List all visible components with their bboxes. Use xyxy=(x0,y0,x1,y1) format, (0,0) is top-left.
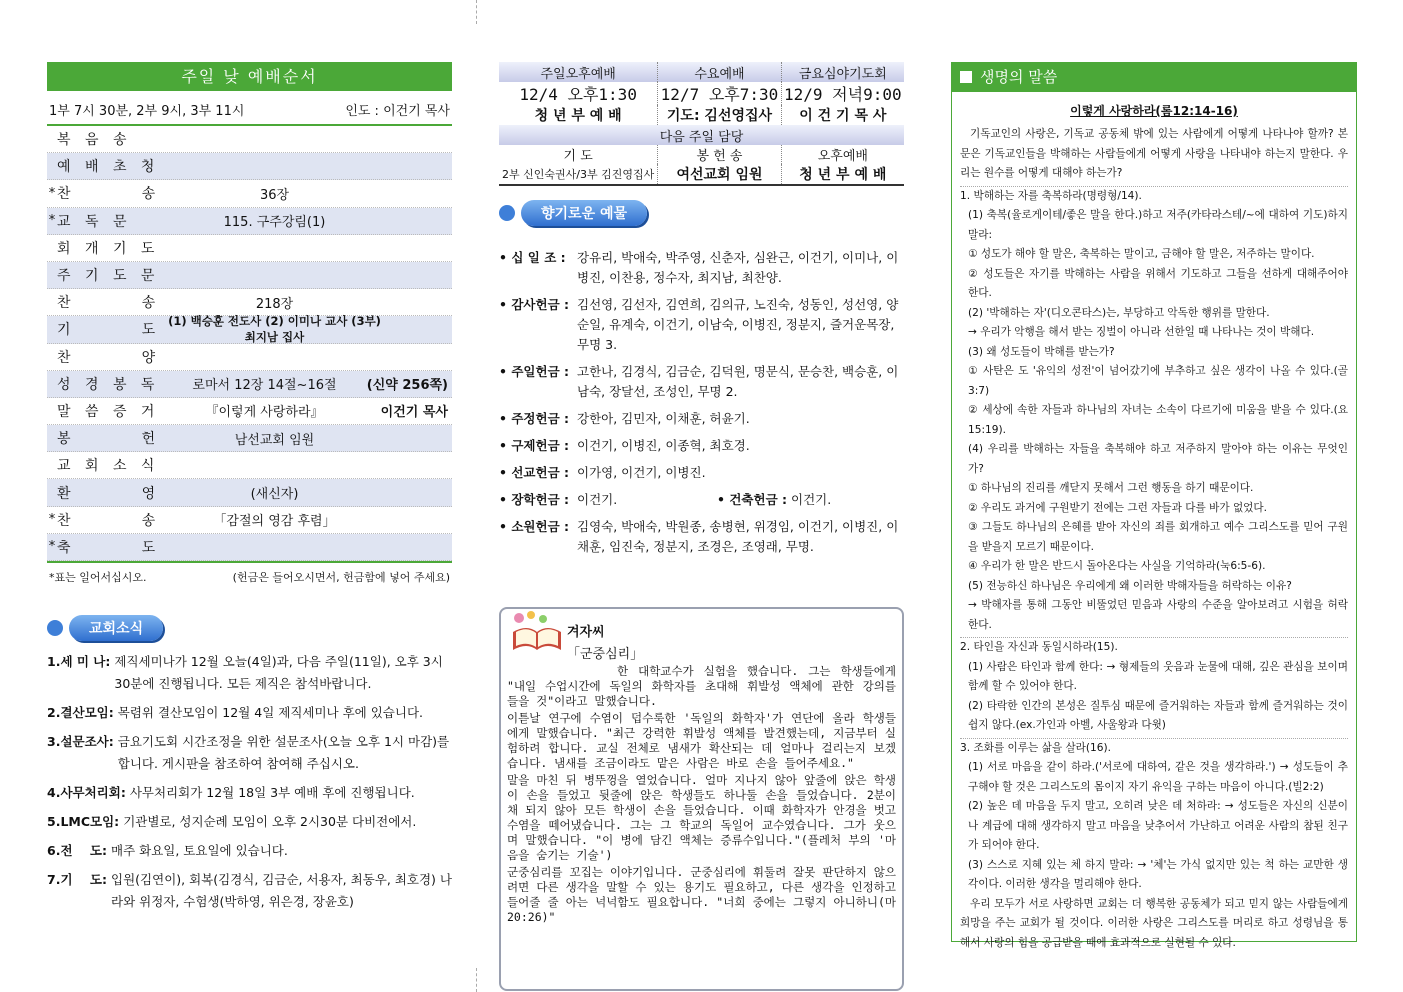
order-label: 성 경 봉 독 xyxy=(57,376,160,393)
offering-key: • 십 일 조 : xyxy=(499,250,566,265)
news-item xyxy=(47,840,452,862)
sermon-line: 3. 조화를 이루는 삶을 살라(16). xyxy=(960,738,1348,759)
sermon-line: ④ 우리가 한 말은 반드시 돌아온다는 사실을 기억하라(눅6:5-6). xyxy=(968,560,1266,572)
next-value: 청 년 부 예 배 xyxy=(781,164,904,185)
offering-value: 이가영, 이건기, 이병진. xyxy=(577,465,706,480)
mustard-paragraph: 한 대학교수가 실험을 했습니다. 그는 학생들에게 "내일 수업시간에 독일의 화학자를 초대해 휘발성 액체에 관한 강의를 들을 것"이라고 말했습니다. xyxy=(507,664,896,708)
order-row xyxy=(47,507,452,534)
schedule-column xyxy=(499,62,904,924)
next-value: 여선교회 임원 xyxy=(658,164,781,185)
order-row xyxy=(47,289,452,316)
open-book-icon xyxy=(507,610,567,654)
offering-value: 고한나, 김경식, 김금순, 김덕원, 명문식, 문승찬, 백승훈, 이남숙, 장달선, 조성인, 무명 2. xyxy=(577,364,899,399)
order-row xyxy=(47,153,452,180)
news-item xyxy=(47,702,452,724)
sermon-line: 기독교인의 사랑은, 기독교 공동체 밖에 있는 사람에게 어떻게 나타나야 할까? 본문은 기독교인들을 박해하는 사람들에게 어떻게 사랑을 나타내야 하는지 말한다. 우리는 원수를 어떻게 대해야 하는가? xyxy=(960,128,1348,179)
order-content: 「감절의 영감 후렴」 xyxy=(213,514,336,530)
sermon-header xyxy=(952,63,1356,92)
schedule-leader: 기도: 김선영집사 xyxy=(658,105,781,125)
offering-key: • 선교헌금 : xyxy=(499,465,569,480)
next-week-title: 다음 주일 담당 xyxy=(499,125,904,145)
offering-key: • 감사헌금 : xyxy=(499,297,569,312)
order-row xyxy=(47,371,452,398)
order-label: 축 도 xyxy=(57,539,161,556)
sermon-line: (3) 스스로 지혜 있는 체 하지 말라: → '체'는 가식 없지만 있는 척 하는 교만한 생각이다. 이러한 생각을 멀리해야 한다. xyxy=(968,858,1348,890)
sermon-line: 1. 박해하는 자를 축복하라(명령형/14). xyxy=(960,186,1348,207)
order-content: 『이렇게 사랑하라』 xyxy=(205,405,324,421)
news-key: 6.전 도: xyxy=(47,843,108,858)
offering-value: 이건기. xyxy=(577,492,618,507)
service-times xyxy=(47,91,452,126)
fold-mark-top xyxy=(476,0,477,24)
news-key: 5.LMC모임: xyxy=(47,814,120,829)
mustard-paragraph: 말을 마친 뒤 병뚜껑을 열었습니다. 얼마 지나지 않아 앞줄에 앉은 학생이 손을 들었고 뒷줄에 앉은 학생들도 하나둘 손을 들었습니다. 2분이 채 되지 않아 모든 학생이 손을 들었습니다. 이때 화학자가 안경을 벗고 수염을 떼어냈습니다. 그는 그 학교의 독일어 교수였습니다. 그가 웃으며 말했습니다. "이 병에 담긴 액체는 증류수입니다."(플레처 부의 '마음을 숨기는 기술') xyxy=(507,773,896,862)
sermon-line: ② 세상에 속한 자들과 하나님의 자녀는 소속이 다르기에 미움을 받을 수 있다.(요15:19). xyxy=(968,404,1348,436)
news-title: 교회소식 xyxy=(69,615,163,641)
fold-mark-bottom xyxy=(476,968,477,992)
order-label: 회 개 기 도 xyxy=(57,240,160,257)
news-value: 기관별로, 성지순례 모임이 오후 2시30분 다비전에서. xyxy=(123,814,417,829)
footnote-left: *표는 일어서십시오. xyxy=(49,571,147,584)
sermon-line: (1) 서로 마음을 같이 하라.('서로에 대하여, 같은 것을 생각하라.') → 성도들이 추구해야 할 것은 그리스도의 몸이지 자기 유익을 구하는 마음이 아니다.(빌2:2) xyxy=(968,761,1348,793)
order-row xyxy=(47,425,452,452)
order-content: 218장 xyxy=(255,296,294,312)
order-label: 예 배 초 청 xyxy=(57,159,160,176)
worship-order-list xyxy=(47,126,452,561)
order-label: 환 영 xyxy=(57,485,161,502)
offering-key: • 소원헌금 : xyxy=(499,519,569,534)
order-star: * xyxy=(48,213,56,229)
news-heading xyxy=(47,615,452,641)
offering-key: • 장학헌금 : xyxy=(499,492,569,507)
offering-item xyxy=(499,409,904,429)
sermon-line: (1) 사람은 타인과 함께 한다: → 형제들의 웃음과 눈물에 대해, 깊은 관심을 보이며 함께 할 수 있어야 한다. xyxy=(968,660,1348,692)
order-right: (신약 256쪽) xyxy=(366,378,448,394)
sermon-line: (1) 축복(율로게이테/좋은 말을 한다.)하고 저주(카타라스테/~에 대하여 기도)하지 말라: xyxy=(968,209,1348,241)
sermon-line: ① 하나님의 진리를 깨닫지 못해서 그런 행동을 하기 때문이다. xyxy=(968,482,1254,494)
sermon-line: → 우리가 악행을 해서 받는 징벌이 아니라 선한일 때 나타나는 것이 박해다. xyxy=(968,326,1315,338)
order-row xyxy=(47,262,452,289)
order-content: 115. 구주강림(1) xyxy=(223,215,326,231)
news-item xyxy=(47,782,452,804)
mustard-paragraph: 이튿날 연구에 수염이 덥수룩한 '독일의 화학자'가 연단에 올라 학생들에게 말했습니다. "최근 강력한 휘발성 액체를 발견했는데, 지금부터 실험하려 합니다. 교실 전체로 냄새가 확산되는 데 얼마나 걸리는지 보겠습니다. 냄새를 조금이라도 맡은 사람은 바로 손을 들어주세요." xyxy=(507,711,896,770)
sermon-line: 2. 타인을 자신과 동일시하라(15). xyxy=(960,637,1348,658)
schedule-header: 수요예배 xyxy=(658,62,781,82)
news-item xyxy=(47,811,452,833)
order-row xyxy=(47,452,452,479)
order-label: 찬 송 xyxy=(57,295,161,312)
order-label: 찬 송 xyxy=(57,186,161,203)
sermon-line: (4) 우리를 박해하는 자들을 축복해야 하고 저주하지 말아야 하는 이유는 무엇인가? xyxy=(968,443,1348,475)
schedule-leader: 이 건 기 목 사 xyxy=(781,105,904,125)
order-row xyxy=(47,344,452,371)
schedule-header: 금요심야기도회 xyxy=(781,62,904,82)
order-row xyxy=(47,398,452,425)
offering-item xyxy=(499,490,904,510)
news-key: 1.세 미 나: xyxy=(47,654,111,669)
offering-value: 강유리, 박애숙, 박주영, 신춘자, 심완근, 이건기, 이미나, 이병진, 이찬용, 정수자, 최지남, 최찬양. xyxy=(577,250,899,285)
mustard-seed-box xyxy=(499,607,904,991)
worship-order-column xyxy=(47,62,452,920)
order-content: 36장 xyxy=(259,187,290,203)
sermon-body xyxy=(952,119,1356,959)
bullet-dot-icon xyxy=(499,205,515,221)
order-star: * xyxy=(48,539,56,555)
sermon-line: ② 성도들은 자기를 박해하는 사람을 위해서 기도하고 그들을 선하게 대해주어야 한다. xyxy=(968,267,1348,299)
news-item xyxy=(47,651,452,695)
next-value: 2부 신인숙권사/3부 김진영집사 xyxy=(499,164,658,185)
bullet-dot-icon xyxy=(47,620,63,636)
mustard-header xyxy=(507,617,896,647)
order-label: 말 씀 증 거 xyxy=(57,403,160,420)
schedule-leader: 청 년 부 예 배 xyxy=(534,108,622,124)
mustard-label: 겨자씨 xyxy=(567,624,605,640)
sermon-line: ① 사탄은 도 '유익의 성전'이 넘어갔기에 부추하고 싶은 생각이 나올 수 있다.(골3:7) xyxy=(968,365,1348,397)
times-text: 1부 7시 30분, 2부 9시, 3부 11시 xyxy=(49,104,245,119)
order-label: 봉 헌 xyxy=(57,431,161,448)
news-value: 사무처리회가 12월 18일 3부 예배 후에 진행됩니다. xyxy=(129,785,415,800)
order-row xyxy=(47,235,452,262)
schedule-table xyxy=(499,62,904,186)
order-content: (새신자) xyxy=(250,487,299,503)
news-value: 금요기도회 시간조정을 위한 설문조사(오늘 오후 1시 마감)를 합니다. 게시판을 참조하여 참여해 주십시오. xyxy=(117,734,450,771)
order-label: 복 음 송 xyxy=(57,132,132,149)
news-key: 7.기 도: xyxy=(47,872,108,887)
order-footnote xyxy=(47,563,452,591)
order-row xyxy=(47,208,452,235)
sermon-column xyxy=(951,62,1357,949)
offering-key: • 주정헌금 : xyxy=(499,411,569,426)
news-list xyxy=(47,651,452,913)
sermon-line: (2) 높은 데 마음을 두지 말고, 오히려 낮은 데 처하라: → 성도들은 자신의 신분이나 계급에 대해 생각하지 말고 마음을 낮추어서 가난하고 어려운 사람의 참된 친구가 되어야 한다. xyxy=(968,800,1348,851)
offering-value: 강한아, 김민자, 이채훈, 허윤기. xyxy=(577,411,750,426)
worship-order-title: 주일 낮 예배순서 xyxy=(47,62,452,91)
order-label: 교 회 소 식 xyxy=(57,458,160,475)
offering-value: 김선영, 김선자, 김연희, 김의규, 노진숙, 성동인, 성선영, 양순일, 유계숙, 이건기, 이남숙, 이병진, 정분지, 즐거운목장, 무명 3. xyxy=(577,297,899,352)
sermon-line: (2) '박해하는 자'(디오콘타스)는, 부당하고 악독한 행위를 말한다. xyxy=(968,306,1270,319)
order-content: (1) 백승훈 전도사 (2) 이미나 교사 (3부) 최지남 집사 xyxy=(168,314,381,345)
order-label: 교 독 문 xyxy=(57,213,132,230)
leader-text: 인도 : 이건기 목사 xyxy=(345,104,450,119)
order-label: 찬 송 xyxy=(57,512,161,529)
order-right: 이건기 목사 xyxy=(380,405,448,421)
news-value: 목렴위 결산모임이 12월 4일 제직세미나 후에 있습니다. xyxy=(117,705,423,720)
sermon-header-text: 생명의 말씀 xyxy=(980,68,1058,86)
schedule-time: 12/7 오후7:30 xyxy=(658,82,781,105)
order-star: * xyxy=(48,512,56,528)
order-row xyxy=(47,180,452,207)
schedule-time: 12/9 저녁9:00 xyxy=(781,82,904,105)
sermon-line: ② 우리도 과거에 구원받기 전에는 그런 자들과 다를 바가 없었다. xyxy=(968,501,1268,514)
order-label: 기 도 xyxy=(57,322,161,339)
schedule-time: 12/4 오후1:30 xyxy=(519,85,637,104)
offering-item xyxy=(499,436,904,456)
next-header: 봉 헌 송 xyxy=(658,145,781,164)
building-offering-key: • 건축헌금 : xyxy=(717,492,787,507)
news-value: 제직세미나가 12월 오늘(4일)과, 다음 주일(11일), 오후 3시 30분에 진행됩니다. 모든 제직은 참석바랍니다. xyxy=(114,654,443,691)
sermon-line: ① 성도가 해야 할 말은, 축복하는 말이고, 금해야 할 말은, 저주하는 말이다. xyxy=(968,248,1315,260)
offering-value: 이건기, 이병진, 이종혁, 최호경. xyxy=(577,438,750,453)
offering-item xyxy=(499,517,904,557)
offering-key: • 주일헌금 : xyxy=(499,364,569,379)
order-row xyxy=(47,534,452,561)
order-content: 남선교회 임원 xyxy=(234,432,315,448)
sermon-line: 우리 모두가 서로 사랑하면 교회는 더 행복한 공동체가 되고 믿지 않는 사람들에게 희망을 주는 교회가 될 것이다. 이러한 사랑은 그리스도를 머리로 하고 성령님을 통해서 사랑의 힘을 공급받을 때에 효과적으로 실현될 수 있다. xyxy=(960,897,1348,949)
news-key: 4.사무처리회: xyxy=(47,785,126,800)
sermon-line: (3) 왜 성도들이 박해를 받는가? xyxy=(968,345,1115,358)
offering-item xyxy=(499,362,904,402)
offering-item xyxy=(499,463,904,483)
order-label: 찬 양 xyxy=(57,349,161,366)
sermon-line: (5) 전능하신 하나님은 우리에게 왜 이러한 박해자들을 허락하는 이유? xyxy=(968,579,1292,592)
sermon-line: ③ 그들도 하나님의 은혜를 받아 자신의 죄를 회개하고 예수 그리스도를 믿어 구원을 받을지 모르기 때문이다. xyxy=(968,521,1348,553)
order-label: 주 기 도 문 xyxy=(57,268,160,285)
next-header: 오후예배 xyxy=(781,145,904,164)
sermon-title: 이렇게 사랑하라(롬12:14-16) xyxy=(1070,104,1238,118)
news-value: 입원(김연이), 회복(김경식, 김금순, 서용자, 최동우, 최호경) 나라와 위정자, 수험생(박하영, 위은경, 장윤호) xyxy=(111,872,452,909)
order-star: * xyxy=(48,185,56,201)
news-value: 매주 화요일, 토요일에 있습니다. xyxy=(111,843,288,858)
square-bullet-icon xyxy=(960,71,972,83)
news-key: 3.설문조사: xyxy=(47,734,114,749)
offering-list xyxy=(499,248,904,557)
order-row xyxy=(47,126,452,153)
offering-item xyxy=(499,248,904,288)
next-header: 기 도 xyxy=(563,149,593,164)
mustard-paragraph: 군중심리를 꼬집는 이야기입니다. 군중심리에 휘둘려 잘못 판단하지 않으려면 다른 생각을 말할 수 있는 용기도 필요하고, 다른 생각을 인정하고 들어줄 줄 아는 넉넉함도 필요합니다. "너희 중에는 그렇지 아니하니(마 20:26)" xyxy=(507,865,896,924)
news-key: 2.결산모임: xyxy=(47,705,114,720)
offering-value: 김영숙, 박애숙, 박원종, 송병현, 위경임, 이건기, 이병진, 이채훈, 임진숙, 정분지, 조경은, 조영래, 무명. xyxy=(577,519,899,554)
mustard-title: 「군중심리」 xyxy=(567,647,644,662)
order-row xyxy=(47,316,452,343)
news-item xyxy=(47,731,452,775)
schedule-header: 주일오후예배 xyxy=(499,62,658,82)
news-item xyxy=(47,869,452,913)
sermon-line: (2) 타락한 인간의 본성은 질투심 때문에 즐거워하는 자들과 함께 즐거워하는 것이 쉽지 않다.(ex.가인과 아벨, 사울왕과 다윗) xyxy=(968,699,1348,731)
order-content: 로마서 12장 14절~16절 xyxy=(192,378,337,394)
offering-heading xyxy=(499,200,904,226)
sermon-line: → 박해자를 통해 그동안 비뚤었던 믿음과 사랑의 수준을 알아보려고 시험을 허락한다. xyxy=(968,599,1348,631)
offering-item xyxy=(499,295,904,355)
building-offering-value: 이건기. xyxy=(791,492,832,507)
order-row xyxy=(47,479,452,506)
offering-key: • 구제헌금 : xyxy=(499,438,569,453)
offering-title: 향기로운 예물 xyxy=(521,200,647,226)
footnote-right: (헌금은 들어오시면서, 헌금함에 넣어 주세요) xyxy=(232,571,450,584)
